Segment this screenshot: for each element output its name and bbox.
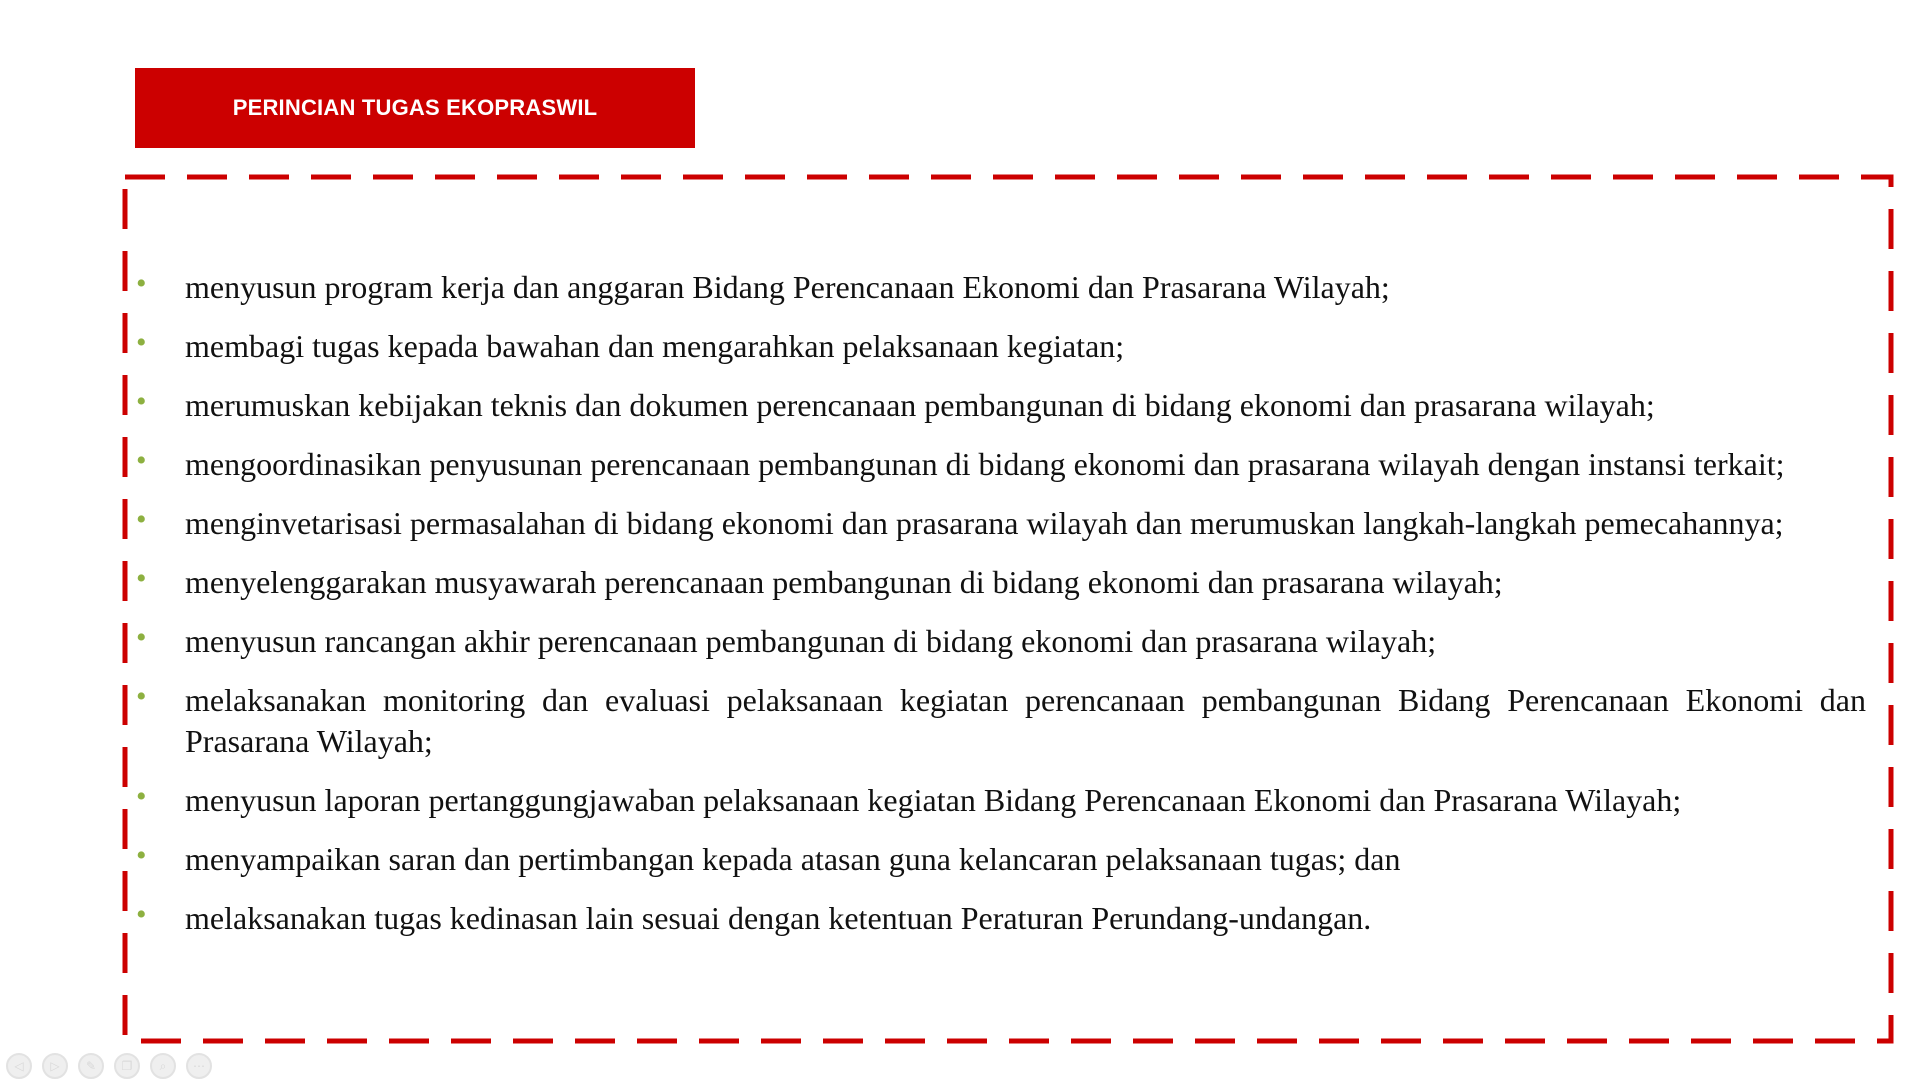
- list-item: [136, 503, 1866, 543]
- title-banner: [135, 68, 695, 148]
- list-item-text: menyelenggarakan musyawarah perencanaan pembangunan di bidang ekonomi dan prasarana wilayah;: [185, 564, 1503, 600]
- bullet-icon: •: [136, 839, 147, 872]
- list-item-text: mengoordinasikan penyusunan perencanaan pembangunan di bidang ekonomi dan prasarana wilayah dengan instansi terkait;: [185, 446, 1785, 482]
- previous-icon[interactable]: ◁: [6, 1053, 32, 1079]
- list-item-text: menyusun laporan pertanggungjawaban pelaksanaan kegiatan Bidang Perencanaan Ekonomi dan Prasarana Wilayah;: [185, 782, 1682, 818]
- list-item: [136, 680, 1866, 762]
- list-item: [136, 621, 1866, 661]
- list-item-text: melaksanakan monitoring dan evaluasi pelaksanaan kegiatan perencanaan pembangunan Bidang Perencanaan Ekonomi dan Prasarana Wilayah;: [185, 682, 1866, 759]
- slide-title: PERINCIAN TUGAS EKOPRASWIL: [232, 95, 598, 120]
- list-item: [136, 267, 1866, 307]
- list-item-text: menyampaikan saran dan pertimbangan kepada atasan guna kelancaran pelaksanaan tugas; dan: [185, 841, 1401, 877]
- list-item: [136, 780, 1866, 820]
- bullet-icon: •: [136, 898, 147, 931]
- list-item-text: menyusun rancangan akhir perencanaan pembangunan di bidang ekonomi dan prasarana wilayah;: [185, 623, 1437, 659]
- task-list: [136, 267, 1866, 957]
- list-item: [136, 898, 1866, 938]
- bullet-icon: •: [136, 385, 147, 418]
- zoom-icon[interactable]: ⌕: [150, 1053, 176, 1079]
- more-icon[interactable]: ⋯: [186, 1053, 212, 1079]
- bullet-icon: •: [136, 267, 147, 300]
- list-item-text: membagi tugas kepada bawahan dan mengarahkan pelaksanaan kegiatan;: [185, 328, 1125, 364]
- list-item-text: melaksanakan tugas kedinasan lain sesuai dengan ketentuan Peraturan Perundang-undangan.: [185, 900, 1372, 936]
- presentation-controls: [6, 1053, 212, 1079]
- bullet-icon: •: [136, 562, 147, 595]
- list-item: [136, 444, 1866, 484]
- bullet-icon: •: [136, 780, 147, 813]
- list-item: [136, 562, 1866, 602]
- list-item: [136, 385, 1866, 425]
- pen-icon[interactable]: ✎: [78, 1053, 104, 1079]
- bullet-icon: •: [136, 621, 147, 654]
- slides-icon[interactable]: ❐: [114, 1053, 140, 1079]
- list-item-text: menyusun program kerja dan anggaran Bidang Perencanaan Ekonomi dan Prasarana Wilayah;: [185, 269, 1390, 305]
- bullet-icon: •: [136, 326, 147, 359]
- list-item-text: merumuskan kebijakan teknis dan dokumen perencanaan pembangunan di bidang ekonomi dan prasarana wilayah;: [185, 387, 1655, 423]
- next-icon[interactable]: ▷: [42, 1053, 68, 1079]
- bullet-icon: •: [136, 680, 147, 713]
- list-item: [136, 839, 1866, 879]
- list-item-text: menginvetarisasi permasalahan di bidang ekonomi dan prasarana wilayah dan merumuskan langkah-langkah pemecahannya;: [185, 505, 1784, 541]
- bullet-icon: •: [136, 444, 147, 477]
- list-item: [136, 326, 1866, 366]
- bullet-icon: •: [136, 503, 147, 536]
